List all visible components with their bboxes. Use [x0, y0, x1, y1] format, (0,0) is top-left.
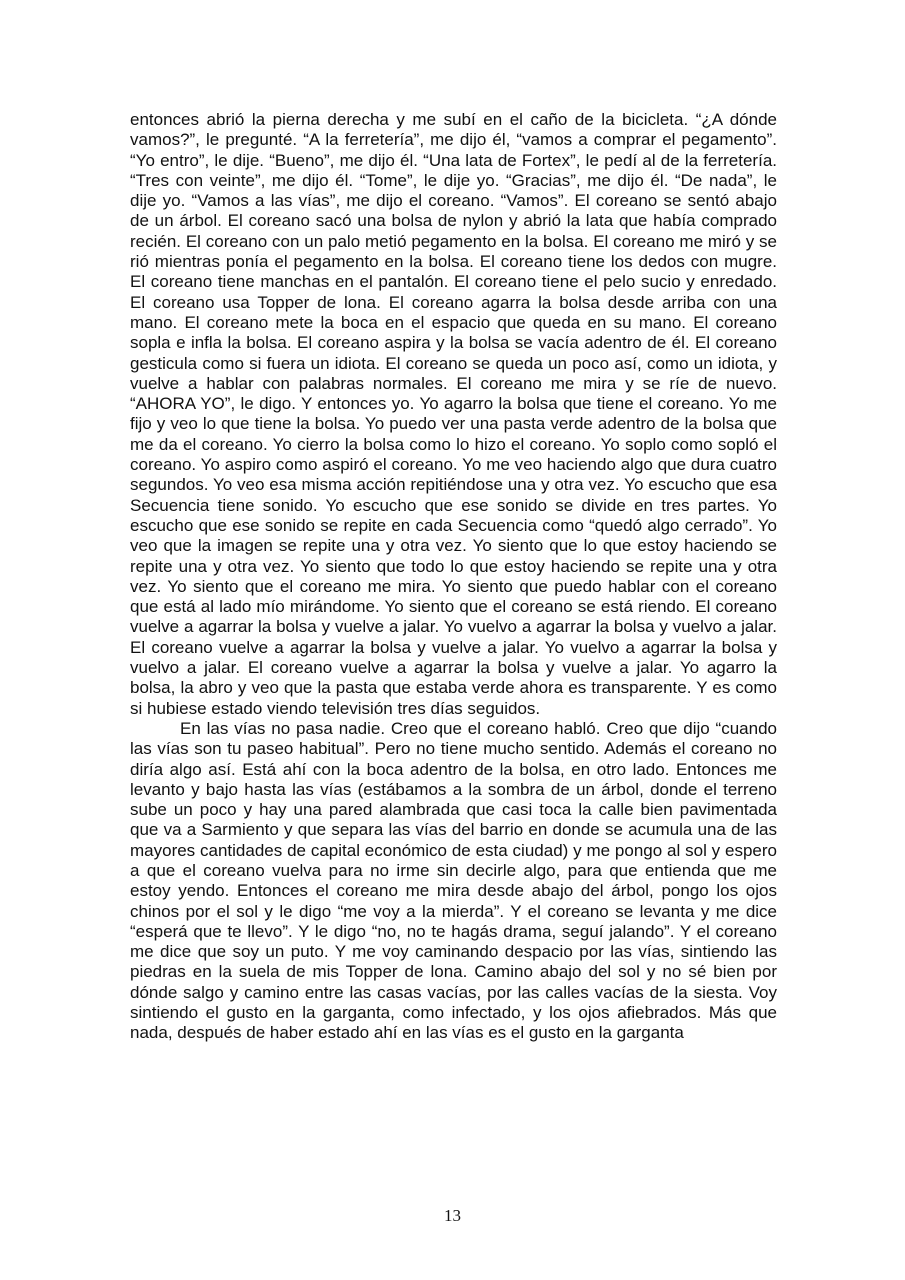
page-number: 13	[444, 1206, 461, 1225]
paragraph-2: En las vías no pasa nadie. Creo que el coreano habló. Creo que dijo “cuando las vías son tu paseo habitual”. Pero no tiene mucho sentido. Además el coreano no diría algo así. Está ahí con la boca adentro de la bolsa, en otro lado. Entonces me levanto y bajo hasta las vías (estábamos a la sombra de un árbol, donde el terreno sube un poco y hay una pared alambrada que casi toca la calle bien pavimentada que va a Sarmiento y que separa las vías del barrio en donde se acumula una de las mayores cantidades de capital económico de esta ciudad) y me pongo al sol y espero a que el coreano vuelva para no irme sin decirle algo, para que entienda que me estoy yendo. Entonces el coreano me mira desde abajo del árbol, pongo los ojos chinos por el sol y le digo “me voy a la mierda”. Y el coreano se levanta y me dice “esperá que te llevo”. Y le digo “no, no te hagás drama, seguí jalando”. Y el coreano me dice que soy un puto. Y me voy caminando despacio por las vías, sintiendo las piedras en la suela de mis Topper de lona. Camino abajo del sol y no sé bien por dónde salgo y camino entre las casas vacías, por las calles vacías de la siesta. Voy sintiendo el gusto en la garganta, como infectado, y los ojos afiebrados. Más que nada, después de haber estado ahí en las vías es el gusto en la garganta	[130, 718, 777, 1043]
document-body	[130, 110, 777, 1044]
paragraph-1: entonces abrió la pierna derecha y me subí en el caño de la bicicleta. “¿A dónde vamos?”, le pregunté. “A la ferretería”, me dijo él, “vamos a comprar el pegamento”. “Yo entro”, le dije. “Bueno”, me dijo él. “Una lata de Fortex”, le pedí al de la ferretería. “Tres con veinte”, me dijo él. “Tome”, le dije yo. “Gracias”, me dijo él. “De nada”, le dije yo. “Vamos a las vías”, me dijo el coreano. “Vamos”. El coreano se sentó abajo de un árbol. El coreano sacó una bolsa de nylon y abrió la lata que había comprado recién. El coreano con un palo metió pegamento en la bolsa. El coreano me miró y se rió mientras ponía el pegamento en la bolsa. El coreano tiene los dedos con mugre. El coreano tiene manchas en el pantalón. El coreano tiene el pelo sucio y enredado. El coreano usa Topper de lona. El coreano agarra la bolsa desde arriba con una mano. El coreano mete la boca en el espacio que queda en su mano. El coreano sopla e infla la bolsa. El coreano aspira y la bolsa se vacía adentro de él. El coreano gesticula como si fuera un idiota. El coreano se queda un poco así, como un idiota, y vuelve a hablar con palabras normales. El coreano me mira y se ríe de nuevo. “AHORA YO”, le digo. Y entonces yo. Yo agarro la bolsa que tiene el coreano. Yo me fijo y veo lo que tiene la bolsa. Yo puedo ver una pasta verde adentro de la bolsa que me da el coreano. Yo cierro la bolsa como lo hizo el coreano. Yo soplo como sopló el coreano. Yo aspiro como aspiró el coreano. Yo me veo haciendo algo que dura cuatro segundos. Yo veo esa misma acción repitiéndose una y otra vez. Yo escucho que esa Secuencia tiene sonido. Yo escucho que ese sonido se divide en tres partes. Yo escucho que ese sonido se repite en cada Secuencia como “quedó algo cerrado”. Yo veo que la imagen se repite una y otra vez. Yo siento que lo que estoy haciendo se repite una y otra vez. Yo siento que todo lo que estoy haciendo se repite una y otra vez. Yo siento que el coreano me mira. Yo siento que puedo hablar con el coreano que está al lado mío mirándome. Yo siento que el coreano se está riendo. El coreano vuelve a agarrar la bolsa y vuelve a jalar. Yo vuelvo a agarrar la bolsa y vuelvo a jalar. El coreano vuelve a agarrar la bolsa y vuelve a jalar. Yo vuelvo a agarrar la bolsa y vuelvo a jalar. El coreano vuelve a agarrar la bolsa y vuelve a jalar. Yo agarro la bolsa, la abro y veo que la pasta que estaba verde ahora es transparente. Y es como si hubiese estado viendo televisión tres días seguidos.	[130, 110, 777, 718]
